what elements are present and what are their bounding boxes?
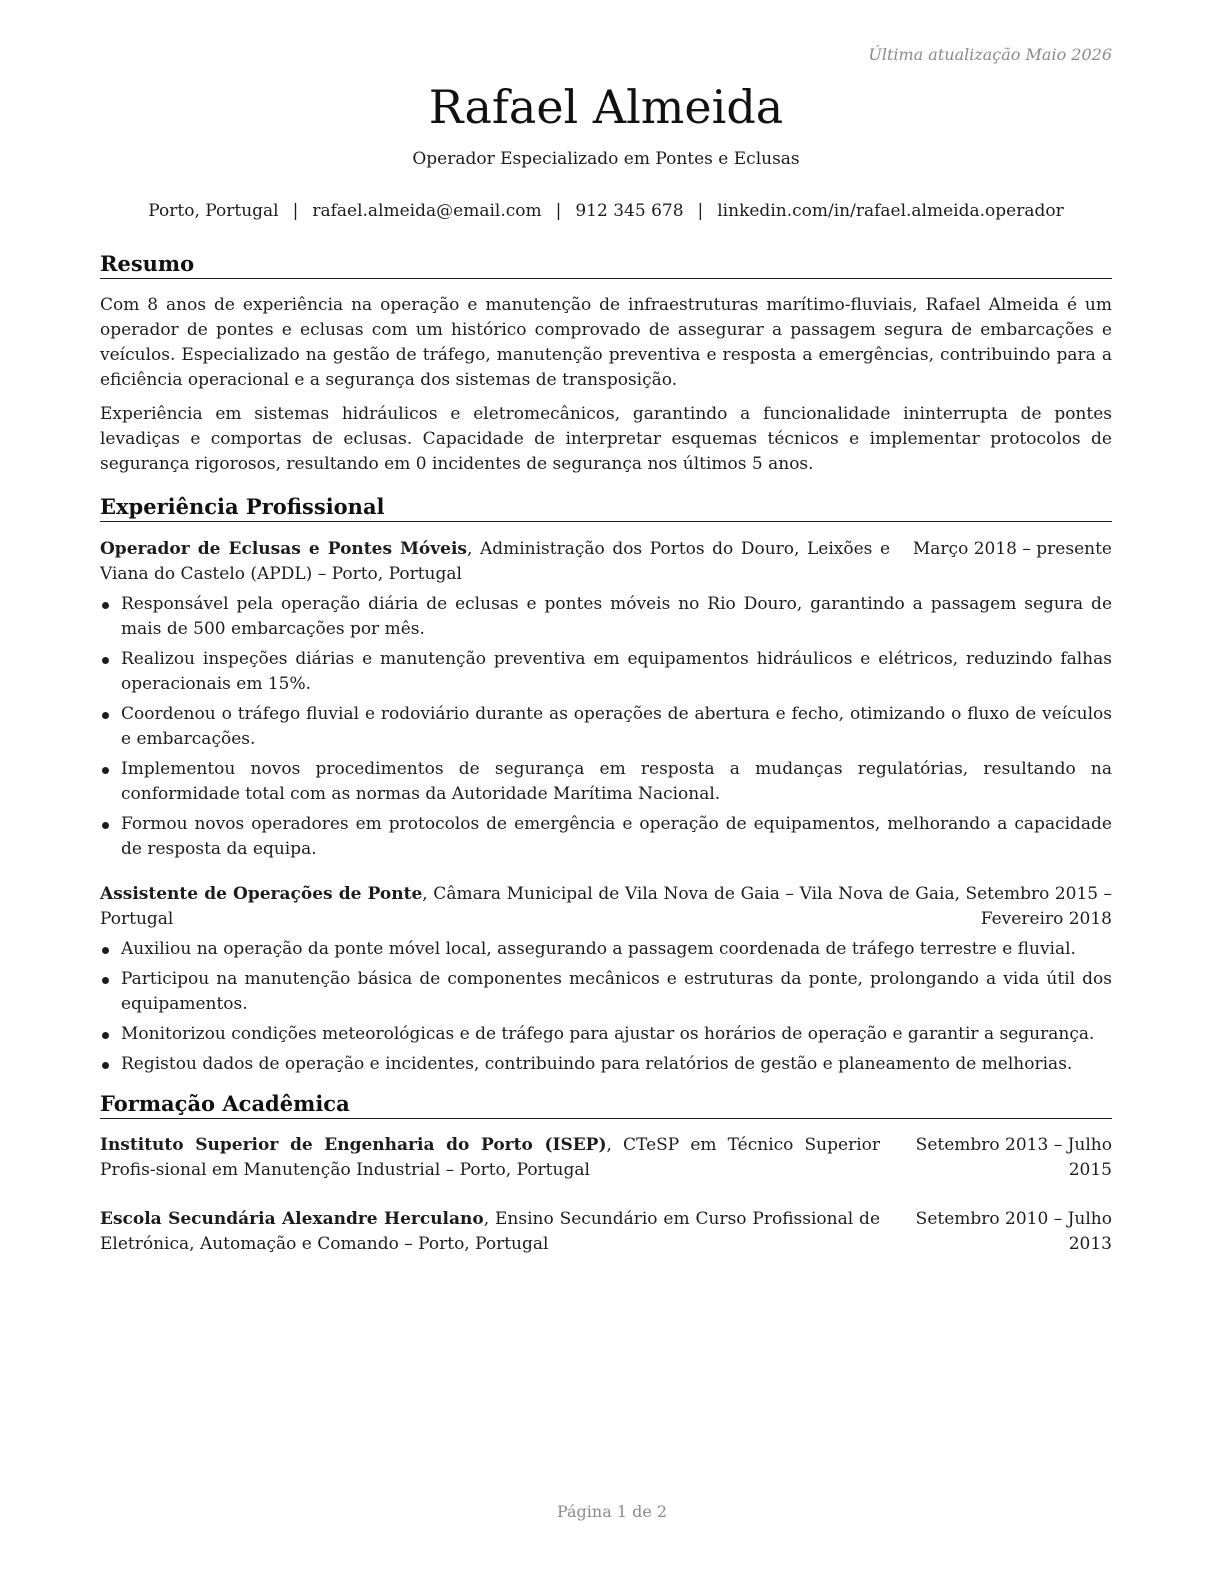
candidate-title: Operador Especializado em Pontes e Eclusas — [412, 149, 800, 169]
candidate-name: Rafael Almeida — [428, 80, 784, 134]
contact-email[interactable]: rafael.almeida@email.com — [312, 201, 542, 221]
list-item — [100, 937, 1112, 962]
education-header — [100, 1133, 880, 1183]
bullet-text: Coordenou o tráfego fluvial e rodoviário durante as operações de abertura e fecho, otimizando o fluxo de veículos e embarcações. — [121, 704, 1112, 749]
list-item — [100, 812, 1112, 862]
contact-linkedin[interactable]: linkedin.com/in/rafael.almeida.operador — [717, 201, 1064, 221]
job-bullets — [100, 592, 1112, 862]
bullet-icon — [102, 657, 109, 664]
bullet-text: Monitorizou condições meteorológicas e de tráfego para ajustar os horários de operação e garantir a segurança. — [121, 1024, 1095, 1044]
bullet-icon — [102, 767, 109, 774]
contact-separator: | — [292, 201, 299, 221]
education-details: , Ensino Secundário em Curso Profissional de Eletrónica, Automação e Comando – Porto, Portugal — [100, 1209, 881, 1254]
bullet-text: Responsável pela operação diária de eclusas e pontes móveis no Rio Douro, garantindo a passagem segura de mais de 500 embarcações por mês. — [121, 594, 1112, 639]
bullet-icon — [102, 977, 109, 984]
bullet-text: Implementou novos procedimentos de segurança em resposta a mudanças regulatórias, resultando na conformidade total com as normas da Autoridade Marítima Nacional. — [121, 759, 1112, 804]
resume-page — [100, 40, 1112, 1257]
list-item — [100, 647, 1112, 697]
job-bullets — [100, 937, 1112, 1077]
job-details: , Administração dos Portos do Douro, Leixões e Viana do Castelo (APDL) – Porto, Portugal — [100, 539, 891, 584]
education-dates: Setembro 2013 – Julho 2015 — [915, 1135, 1112, 1180]
job-dates: Setembro 2015 – Fevereiro 2018 — [965, 884, 1112, 929]
job-dates: Março 2018 – presente — [912, 539, 1112, 559]
list-item — [100, 1022, 1112, 1047]
bullet-icon — [102, 1032, 109, 1039]
section-experiencia — [100, 494, 1112, 1077]
contact-phone: 912 345 678 — [575, 201, 684, 221]
last-updated: Última atualização Maio 2026 — [868, 45, 1112, 64]
summary-paragraph: Experiência em sistemas hidráulicos e eletromecânicos, garantindo a funcionalidade ininterrupta de pontes levadiças e comportas de eclusas. Capacidade de interpretar esquemas técnicos e implementar protocolos de segurança rigorosos, resultando em 0 incidentes de segurança nos últimos 5 anos. — [100, 404, 1112, 474]
job-header — [100, 537, 890, 587]
contact-separator: | — [555, 201, 562, 221]
page-number: Página 1 de 2 — [556, 1502, 668, 1521]
section-heading: Experiência Profissional — [100, 494, 1112, 522]
job-header — [100, 882, 960, 932]
bullet-text: Participou na manutenção básica de componentes mecânicos e estruturas da ponte, prolongando a vida útil dos equipamentos. — [121, 969, 1112, 1014]
section-resumo — [100, 251, 1112, 477]
education-header — [100, 1207, 880, 1257]
list-item — [100, 592, 1112, 642]
education-dates: Setembro 2010 – Julho 2013 — [915, 1209, 1112, 1254]
contact-line — [100, 199, 1112, 223]
education-details: , CTeSP em Técnico Superior Profis-sional em Manutenção Industrial – Porto, Portugal — [100, 1135, 881, 1180]
section-formacao — [100, 1091, 1112, 1257]
bullet-icon — [102, 822, 109, 829]
list-item — [100, 1052, 1112, 1077]
list-item — [100, 757, 1112, 807]
job-role: Assistente de Operações de Ponte — [100, 884, 423, 904]
section-heading: Formação Acadêmica — [100, 1091, 1112, 1119]
bullet-text: Realizou inspeções diárias e manutenção preventiva em equipamentos hidráulicos e elétricos, reduzindo falhas operacionais em 15%. — [121, 649, 1112, 694]
list-item — [100, 702, 1112, 752]
education-school: Escola Secundária Alexandre Herculano — [100, 1209, 484, 1229]
bullet-text: Formou novos operadores em protocolos de emergência e operação de equipamentos, melhorando a capacidade de resposta da equipa. — [121, 814, 1112, 859]
bullet-icon — [102, 947, 109, 954]
section-heading: Resumo — [100, 251, 1112, 279]
bullet-icon — [102, 712, 109, 719]
education-entry — [100, 1133, 1112, 1183]
education-school: Instituto Superior de Engenharia do Porto (ISEP) — [100, 1135, 607, 1155]
bullet-text: Auxiliou na operação da ponte móvel local, assegurando a passagem coordenada de tráfego terrestre e fluvial. — [121, 939, 1076, 959]
bullet-text: Registou dados de operação e incidentes, contribuindo para relatórios de gestão e planeamento de melhorias. — [121, 1054, 1073, 1074]
list-item — [100, 967, 1112, 1017]
job-entry — [100, 882, 1112, 932]
bullet-icon — [102, 602, 109, 609]
education-entry — [100, 1207, 1112, 1257]
bullet-icon — [102, 1062, 109, 1069]
summary-paragraph: Com 8 anos de experiência na operação e manutenção de infraestruturas marítimo-fluviais, Rafael Almeida é um operador de pontes e eclusas com um histórico comprovado de assegurar a passagem segura de embarcações e veículos. Especializado na gestão de tráfego, manutenção preventiva e resposta a emergências, contribuindo para a eficiência operacional e a segurança dos sistemas de transposição. — [100, 295, 1112, 390]
job-details: , Câmara Municipal de Vila Nova de Gaia – Vila Nova de Gaia, Portugal — [100, 884, 960, 929]
job-entry — [100, 537, 1112, 587]
job-role: Operador de Eclusas e Pontes Móveis — [100, 539, 467, 559]
contact-location: Porto, Portugal — [148, 201, 279, 221]
contact-separator: | — [697, 201, 704, 221]
